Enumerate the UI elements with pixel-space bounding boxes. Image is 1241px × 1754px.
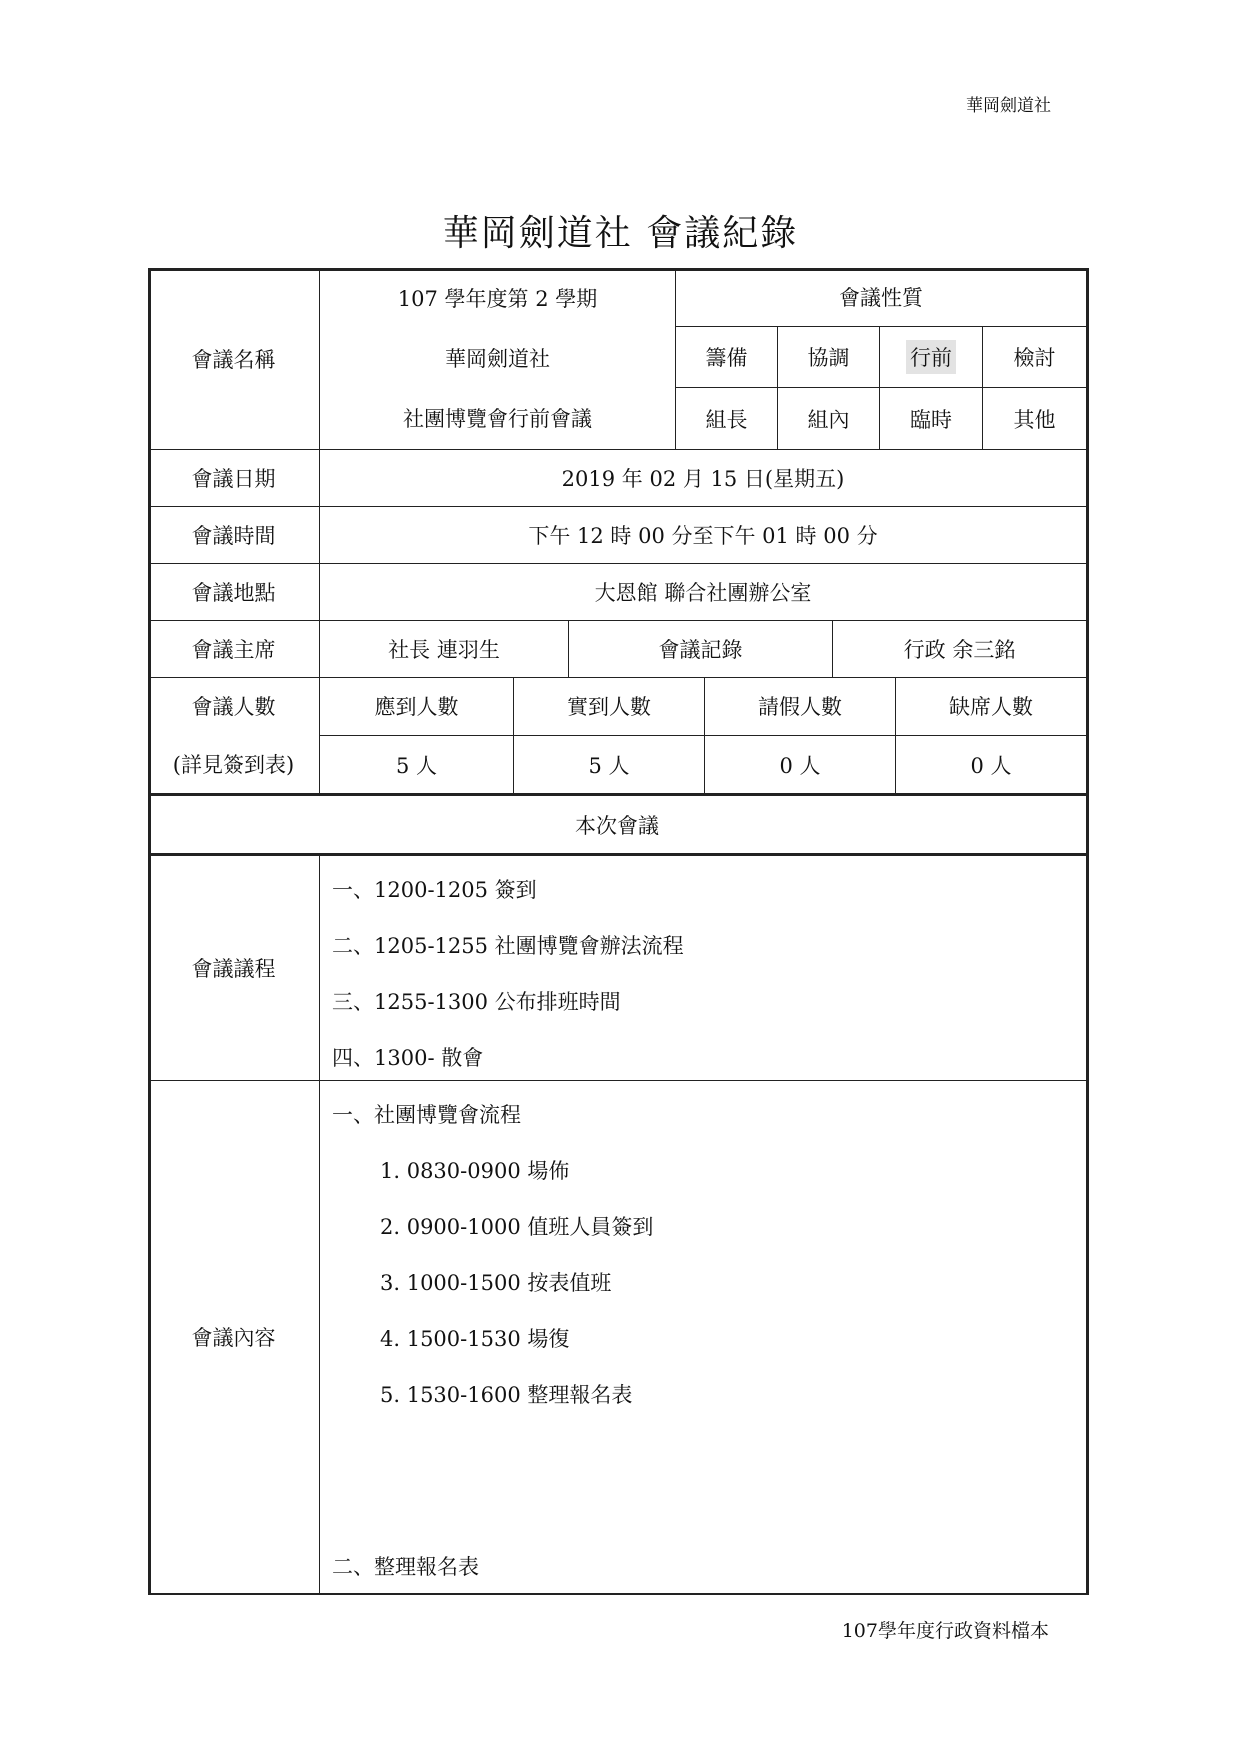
meeting-name-label: 會議名稱: [191, 347, 276, 372]
present-header: 實到人數: [567, 695, 651, 719]
meeting-nature-label: 會議性質: [839, 286, 923, 310]
date-value: 2019 年 02 月 15 日(星期五): [561, 466, 845, 491]
selected-highlight: 行前: [906, 340, 956, 374]
content-step: 4. 1500-1530 場復: [380, 1327, 570, 1351]
nature-option-prep: 籌備: [705, 346, 748, 370]
nature-option-other: 其他: [1013, 407, 1056, 432]
nature-option-adhoc: 臨時: [910, 407, 952, 432]
agenda-item: 一、1200-1205 簽到: [332, 878, 537, 902]
leave-value: 0 人: [779, 753, 821, 778]
content-heading: 二、整理報名表: [332, 1555, 479, 1579]
agenda-item: 四、1300- 散會: [332, 1046, 484, 1070]
meeting-name-line3: 社團博覽會行前會議: [403, 407, 592, 431]
date-label: 會議日期: [191, 466, 276, 491]
expected-value: 5 人: [395, 753, 438, 778]
nature-option-coord: 協調: [807, 346, 850, 370]
attendance-label: 會議人數: [191, 695, 276, 719]
time-label: 會議時間: [191, 523, 276, 548]
absent-header: 缺席人數: [949, 695, 1033, 719]
page-title: 華岡劍道社 會議紀錄: [442, 213, 799, 254]
page-footer: 107學年度行政資料檔本: [841, 1620, 1049, 1642]
nature-option-review: 檢討: [1013, 346, 1056, 370]
minutes-table: [148, 268, 1089, 1596]
time-value: 下午 12 時 00 分至下午 01 時 00 分: [528, 523, 878, 548]
expected-header: 應到人數: [374, 695, 459, 719]
meeting-name-line1: 107 學年度第 2 學期: [397, 287, 598, 311]
content-step: 3. 1000-1500 按表值班: [380, 1271, 612, 1295]
content-step: 2. 0900-1000 值班人員簽到: [380, 1215, 654, 1239]
chair-label: 會議主席: [191, 637, 276, 662]
chair-value: 社長 連羽生: [388, 637, 500, 662]
recorder-label: 會議記錄: [658, 637, 743, 662]
nature-option-leaders: 組長: [705, 407, 748, 432]
section-title: 本次會議: [575, 813, 659, 838]
content-label: 會議內容: [191, 1326, 276, 1350]
present-value: 5 人: [588, 753, 630, 778]
absent-value: 0 人: [970, 753, 1012, 778]
agenda-item: 二、1205-1255 社團博覽會辦法流程: [332, 934, 684, 958]
nature-option-pre-selected: [880, 327, 982, 387]
attendance-note: (詳見簽到表): [172, 753, 295, 777]
recorder-value: 行政 余三銘: [903, 637, 1016, 662]
content-heading: 一、社團博覽會流程: [332, 1103, 521, 1127]
agenda-item: 三、1255-1300 公布排班時間: [332, 990, 621, 1014]
place-value: 大恩館 聯合社團辦公室: [594, 580, 812, 605]
agenda-label: 會議議程: [191, 957, 276, 981]
content-step: 5. 1530-1600 整理報名表: [380, 1383, 633, 1407]
content-step: 1. 0830-0900 場佈: [380, 1159, 570, 1183]
leave-header: 請假人數: [758, 695, 842, 719]
meeting-name-line2: 華岡劍道社: [445, 347, 550, 371]
nature-option-internal: 組內: [807, 407, 850, 432]
place-label: 會議地點: [191, 580, 276, 605]
header-org: 華岡劍道社: [966, 96, 1051, 116]
